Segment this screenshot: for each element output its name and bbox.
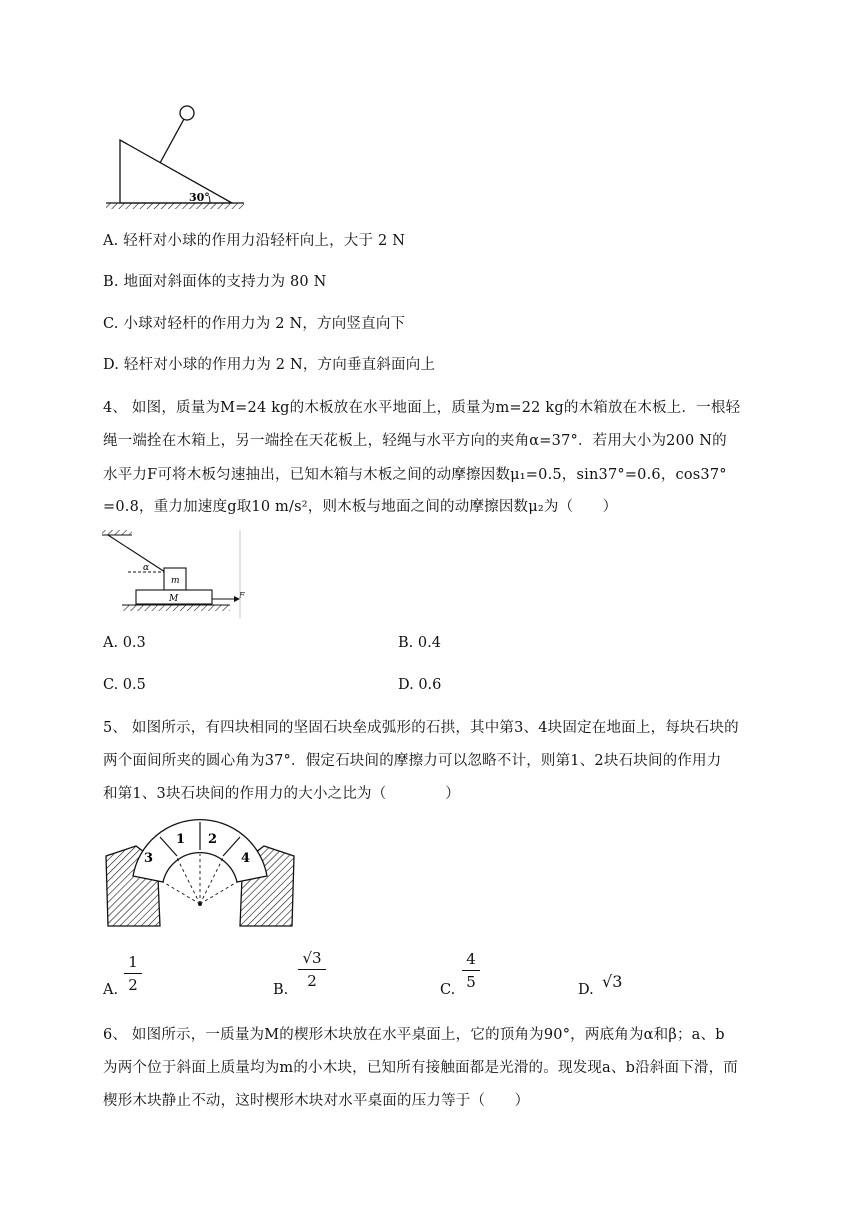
q4-option-c: C. 0.5 [103,677,146,693]
rope [108,535,165,572]
incline-rod-ball-figure [100,100,250,215]
q5-option-d-value: √3 [602,972,623,991]
stone-label-2: 2 [208,832,218,847]
denominator: 2 [128,976,138,994]
ceiling-hatch [102,530,132,535]
fraction-bar [298,969,326,970]
light-rod [160,119,184,163]
board-box-figure [100,528,245,620]
fraction-bar [462,970,480,971]
q6-line-3: 楔形木块静止不动，这时楔形木块对水平桌面的压力等于（ ） [103,1093,530,1109]
denominator: 5 [466,973,476,991]
alpha-label: α [143,563,150,573]
stone-arch-figure [100,818,300,930]
q5-option-a-letter: A. [103,982,119,998]
stone-label-4: 4 [241,851,251,866]
numerator: √3 [302,949,322,967]
force-F-label: F [239,591,245,600]
fraction-bar [124,973,142,974]
q5-line-2: 两个面间所夹的圆心角为37°．假定石块间的摩擦力可以忽略不计，则第1、2块石块间的作用力 [103,753,722,769]
q5-option-a-fraction [124,952,142,995]
stone-label-3: 3 [144,851,154,866]
q4-line-3: 水平力F可将木板匀速抽出，已知木箱与木板之间的动摩擦因数μ₁=0.5，sin37°=0.6，cos37° [103,467,727,483]
q5-line-3: 和第1、3块石块间的作用力的大小之比为（ ） [103,786,460,802]
ground-hatch [122,605,230,611]
stone-label-1: 1 [176,832,186,847]
q4-option-d: D. 0.6 [398,677,442,693]
q4-option-b: B. 0.4 [398,635,441,651]
q3-option-c: C. 小球对轻杆的作用力为 2 N，方向竖直向下 [103,316,406,332]
small-ball [180,106,194,120]
q5-option-c-letter: C. [440,982,456,998]
denominator: 2 [307,972,317,990]
q6-line-2: 为两个位于斜面上质量均为m的小木块，已知所有接触面都是光滑的。现发现a、b沿斜面下滑，而 [103,1060,738,1076]
q5-option-d-letter: D. [578,982,594,998]
q3-option-b: B. 地面对斜面体的支持力为 80 N [103,274,327,290]
q3-option-d: D. 轻杆对小球的作用力为 2 N，方向垂直斜面向上 [103,357,436,373]
arch-center [198,902,202,906]
q5-line-1: 5、 如图所示，有四块相同的坚固石块垒成弧形的石拱，其中第3、4块固定在地面上，每块石块的 [103,720,739,736]
q4-option-a: A. 0.3 [103,635,146,651]
numerator: 4 [466,950,476,968]
angle-label: 30° [189,191,210,204]
numerator: 1 [128,953,138,971]
q4-line-1: 4、 如图，质量为M=24 kg的木板放在水平地面上，质量为m=22 kg的木箱放在木板上．一根轻 [103,400,741,416]
q3-option-a: A. 轻杆对小球的作用力沿轻杆向上，大于 2 N [103,233,406,249]
box-m-label: m [171,576,180,586]
board-M-label: M [169,594,179,604]
q4-line-4: =0.8，重力加速度g取10 m/s²，则木板与地面之间的动摩擦因数μ₂为（ ） [103,499,618,515]
q6-line-1: 6、 如图所示，一质量为M的楔形木块放在水平桌面上，它的顶角为90°，两底角为α和β；a、b [103,1027,725,1043]
q5-option-b-fraction [298,948,326,991]
incline-triangle [120,140,232,203]
q5-option-c-fraction [462,949,480,992]
q4-line-2: 绳一端拴在木箱上，另一端拴在天花板上，轻绳与水平方向的夹角α=37°．若用大小为200 N的 [103,433,727,449]
ground-hatch [106,203,244,209]
q5-option-b-letter: B. [273,982,289,998]
